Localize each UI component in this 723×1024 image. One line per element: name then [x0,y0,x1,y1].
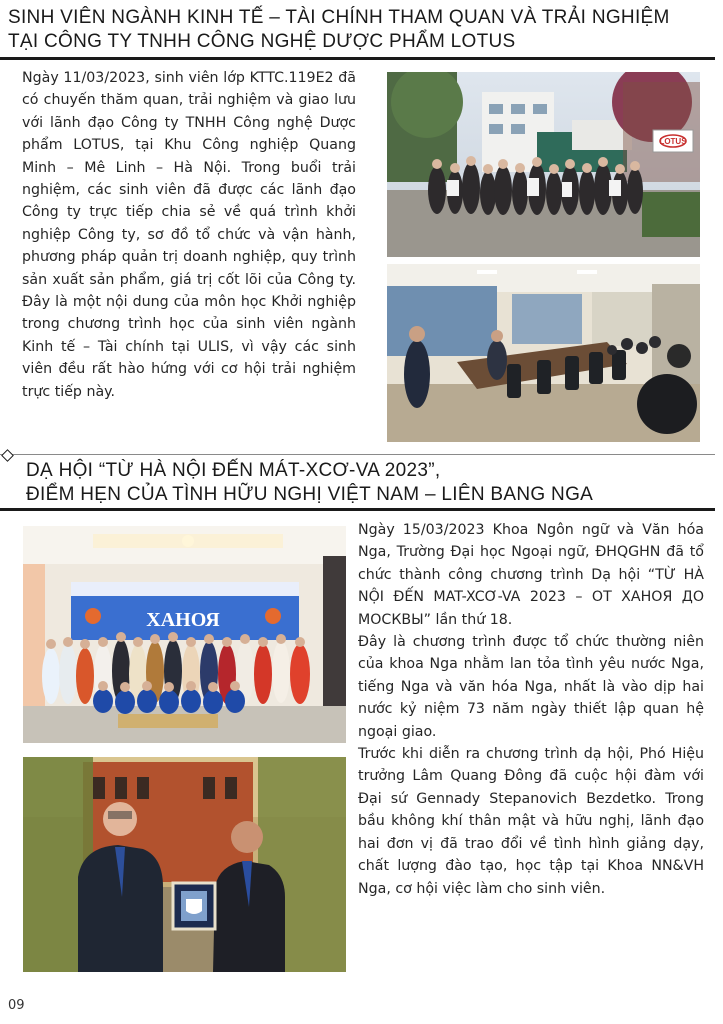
article2-heading-line2: ĐIỂM HẸN CỦA TÌNH HỮU NGHỊ VIỆT NAM – LIÊN BANG NGA [26,484,594,505]
section-divider [0,454,715,455]
handshake-gift-photo [23,757,346,972]
article2-body [358,519,704,900]
lotus-meeting-room-photo [387,264,700,442]
diamond-bullet-icon [1,449,14,462]
article1-heading-line2: TẠI CÔNG TY TNHH CÔNG NGHỆ DƯỢC PHẨM LOTUS [8,31,516,52]
article1-body: Ngày 11/03/2023, sinh viên lớp KTTC.119E2 đã có chuyến thăm quan, trải nghiệm và giao lưu với lãnh đạo Công ty TNHH Công nghệ Dược phẩm LOTUS, tại Khu Công nghiệp Quang Minh – Mê Linh – Hà Nội. Trong buổi trải nghiệm, các sinh viên đã được các lãnh đạo Công ty trực tiếp chia sẻ về quá trình khởi nghiệp Công ty, sơ đồ tổ chức và vận hành, phương pháp quản trị doanh nghiệp, quy trình sản xuất sản phẩm, giá trị cốt lõi của Công ty. Đây là một nội dung của môn học Khởi nghiệp trong chương trình học của sinh viên ngành Kinh tế – Tài chính tại ULIS, vì vậy các sinh viên đều rất hào hứng với cơ hội trải nghiệm trực tiếp này. [22,70,356,400]
heading-divider [0,57,715,60]
gala-stage-group-photo [23,526,346,743]
page-number: 09 [8,998,25,1013]
lotus-group-photo [387,72,700,257]
article1-heading [8,6,670,54]
article2-heading-line1: DẠ HỘI “TỪ HÀ NỘI ĐẾN MÁT-XCƠ-VA 2023”, [26,460,441,481]
article2-paragraph-3: Trước khi diễn ra chương trình dạ hội, Phó Hiệu trưởng Lâm Quang Đông đã cuộc hội đàm với Đại sứ Gennady Stepanovich Bezdetko. Trong bầu không khí thân mật và hữu nghị, lãnh đạo hai đơn vị đã trao đổi về tình hình giảng dạy, chất lượng đào tạo, học tập tại Khoa NN&VH Nga, cơ hội việc làm cho sinh viên. [358,746,704,897]
gala-banner-text: ХАНОЯ [146,609,220,631]
article1-heading-line1: SINH VIÊN NGÀNH KINH TẾ – TÀI CHÍNH THAM QUAN VÀ TRẢI NGHIỆM [8,7,670,28]
lotus-sign-text: LOTUS [659,137,687,146]
article2-paragraph-2: Đây là chương trình được tổ chức thường niên của khoa Nga nhằm lan tỏa tình yêu nước Nga, tiếng Nga và văn hóa Nga, nhất là vào dịp hai nước kỷ niệm 73 năm ngày thiết lập quan hệ ngoại giao. [358,634,704,740]
heading-divider [0,508,715,511]
article2-paragraph-1: Ngày 15/03/2023 Khoa Ngôn ngữ và Văn hóa Nga, Trường Đại học Ngoại ngữ, ĐHQGHN đã tổ chức thành công chương trình Dạ hội “TỪ HÀ NỘI ĐẾN MAT-XCƠ-VA 2023 – ОТ ХАНОЯ ДО МОСКВЫ” lần thứ 18. [358,522,704,628]
article2-heading [26,459,593,507]
